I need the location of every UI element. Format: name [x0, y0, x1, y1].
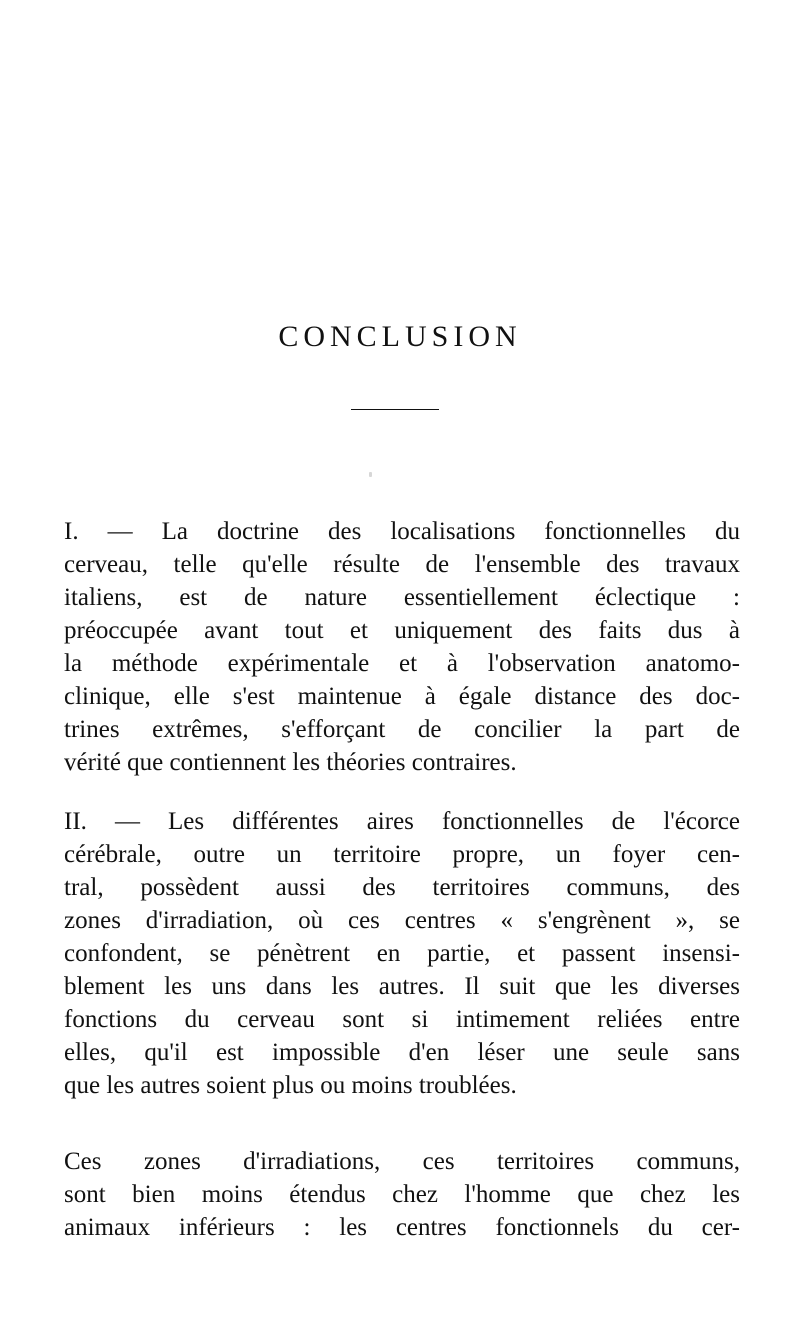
paragraph-3-line-3: animaux inférieurs : les centres fonctionnels du cer- [64, 1214, 740, 1241]
paragraph-1-line-5: la méthode expérimentale et à l'observation anatomo- [64, 650, 740, 677]
paragraph-2-line-7: fonctions du cerveau sont si intimement reliées entre [64, 1006, 740, 1033]
paragraph-3 [64, 1145, 740, 1244]
paragraph-1-line-6: clinique, elle s'est maintenue à égale distance des doc- [64, 683, 740, 710]
scan-speck [369, 472, 372, 477]
paragraph-2-line-4: zones d'irradiation, où ces centres « s'engrènent », se [64, 907, 740, 934]
paragraph-2-line-3: tral, possèdent aussi des territoires communs, des [64, 874, 740, 901]
paragraph-2-line-9: que les autres soient plus ou moins troublées. [64, 1072, 517, 1099]
paragraph-1-line-7: trines extrêmes, s'efforçant de concilier la part de [64, 716, 740, 743]
paragraph-1-line-4: préoccupée avant tout et uniquement des faits dus à [64, 617, 740, 644]
paragraph-2-line-6: blement les uns dans les autres. Il suit que les diverses [64, 973, 740, 1000]
paragraph-2 [64, 805, 740, 1102]
paragraph-3-line-1: Ces zones d'irradiations, ces territoires communs, [64, 1148, 740, 1175]
paragraph-2-line-2: cérébrale, outre un territoire propre, un foyer cen- [64, 841, 740, 868]
page-title: CONCLUSION [278, 320, 522, 353]
paragraph-2-line-5: confondent, se pénètrent en partie, et passent insensi- [64, 940, 740, 967]
paragraph-1-line-2: cerveau, telle qu'elle résulte de l'ensemble des travaux [64, 551, 740, 578]
title-divider [351, 409, 439, 410]
paragraph-1-line-8: vérité que contiennent les théories contraires. [64, 749, 517, 776]
paragraph-2-line-1: II. — Les différentes aires fonctionnelles de l'écorce [64, 808, 740, 835]
paragraph-1-line-3: italiens, est de nature essentiellement éclectique : [64, 584, 740, 611]
paragraph-1-line-1: I. — La doctrine des localisations fonctionnelles du [64, 518, 740, 545]
paragraph-2-line-8: elles, qu'il est impossible d'en léser une seule sans [64, 1039, 740, 1066]
paragraph-3-line-2: sont bien moins étendus chez l'homme que chez les [64, 1181, 740, 1208]
paragraph-1 [64, 515, 740, 779]
